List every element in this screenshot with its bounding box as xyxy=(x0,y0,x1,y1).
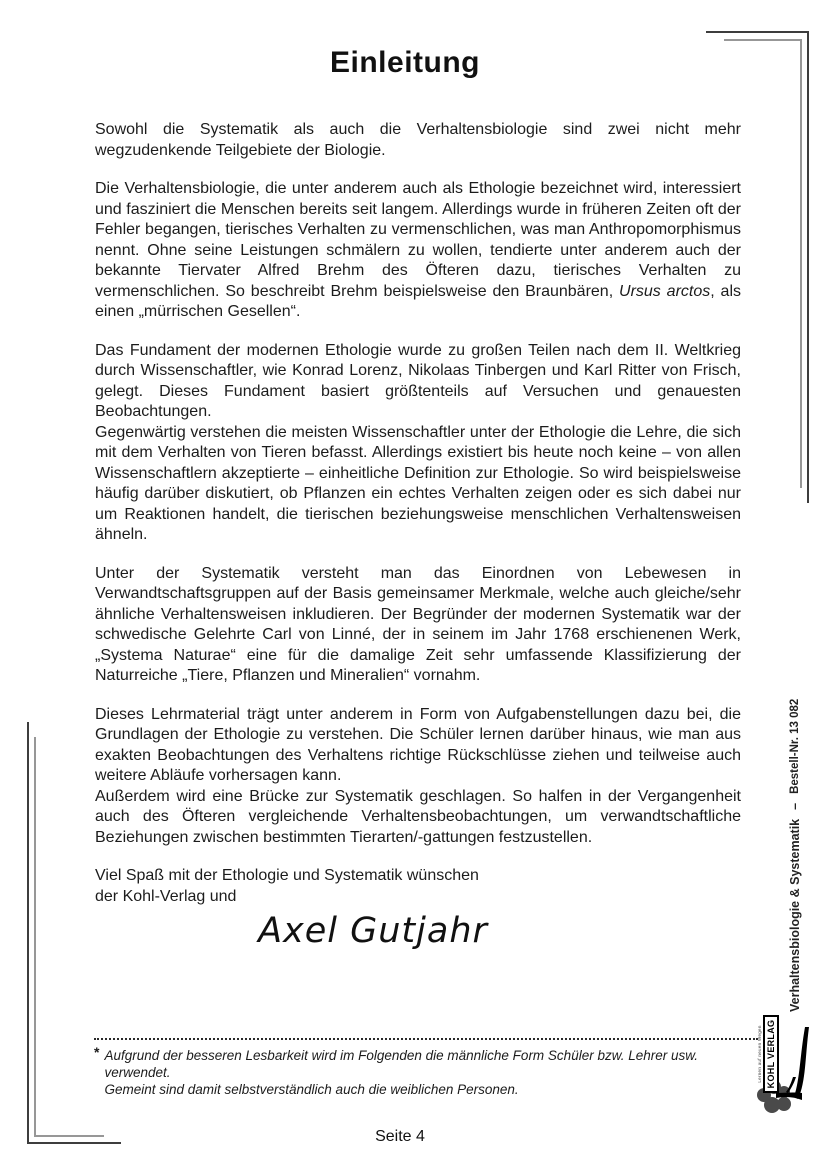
text-segment: Sowohl die Systematik als auch die Verhaltensbiologie sind zwei nicht mehr wegzudenkende Teilgebiete der Biologie. xyxy=(95,121,741,159)
series-title: Verhaltensbiologie & Systematik xyxy=(788,818,802,1012)
publisher-slogan: Lernen auf neuen Wegen xyxy=(757,1025,762,1083)
text-segment: Außerdem wird eine Brücke zur Systematik geschlagen. So halfen in der Vergangenheit auch des Öfteren vergleichende Verhaltensbeobachtungen, um verwandtschaftliche Beziehungen zwischen bestimmten Tierarten/-gattungen festzustellen. xyxy=(95,787,741,846)
paragraphs xyxy=(95,120,741,848)
sidebar-caption xyxy=(787,698,803,1012)
footnote-text xyxy=(104,1047,758,1098)
footnote-marker: * xyxy=(94,1044,100,1060)
closing-line-1: Viel Spaß mit der Ethologie und Systematik wünschen xyxy=(95,867,479,884)
text-segment: Die Verhaltensbiologie, die unter anderem auch als Ethologie bezeichnet wird, interessiert und fasziniert die Menschen bereits seit langem. Allerdings wurde in früheren Zeiten oft der Fehler begangen, tierisches Verhalten zu vermenschlichen, was man Anthropomorphismus nennt. Ohne seine Leistungen schmälern zu wollen, tendierte unter anderem auch der bekannte Tiervater Alfred Brehm des Öfteren dazu, tierisches Verhalten zu vermenschlichen. So beschreibt Brehm beispielsweise den Braunbären, xyxy=(95,180,741,300)
order-number: Bestell-Nr. 13 082 xyxy=(789,698,801,794)
paragraph xyxy=(95,705,741,787)
text-segment: Gegenwärtig verstehen die meisten Wissenschaftler unter der Ethologie die Lehre, die sich mit dem Verhalten von Tieren befasst. Allerdings existiert bis heute noch keine – von allen Wissenschaftlern akzeptierte – einheitliche Definition zur Ethologie. So wird beispielsweise häufig darüber diskutiert, ob Pflanzen ein echtes Verhalten zeigen oder es sich dabei nur um Reaktionen handelt, die tierischen beziehungsweise menschlichen Verhaltensweisen ähneln. xyxy=(95,423,741,543)
page-number: Seite 4 xyxy=(375,1128,425,1145)
species-name: Ursus arctos xyxy=(619,282,711,300)
paragraph xyxy=(95,787,741,849)
text-segment: Dieses Lehrmaterial trägt unter anderem in Form von Aufgabenstellungen dazu bei, die Grundlagen der Ethologie zu verstehen. Die Schüler lernen darüber hinaus, wie man aus exakten Beobachtungen des Verhaltens richtige Rückschlüsse ziehen und teilweise auch weitere Abläufe vorhersagen kann. xyxy=(95,705,741,784)
paragraph xyxy=(95,120,741,161)
footnote-divider xyxy=(94,1038,758,1040)
page-title: Einleitung xyxy=(330,46,480,80)
separator-dash: – xyxy=(788,802,802,810)
publisher-name: KOHL VERLAG xyxy=(763,1015,779,1094)
closing-lines xyxy=(95,866,741,907)
author-signature: Axel Gutjahr xyxy=(258,911,488,951)
text-segment: Das Fundament der modernen Ethologie wurde zu großen Teilen nach dem II. Weltkrieg durch Wissenschaftler, wie Konrad Lorenz, Nikolaas Tinbergen und Karl Ritter von Frisch, gelegt. Dieses Fundament basiert größtenteils auf Versuchen und genauesten Beobachtungen. xyxy=(95,341,741,420)
footnote-line-1: Aufgrund der besseren Lesbarkeit wird im Folgenden die männliche Form Schüler bzw. Lehrer usw. verwendet. xyxy=(104,1048,699,1080)
publisher-label xyxy=(757,1019,779,1089)
paragraph xyxy=(95,423,741,546)
text-segment: , als einen „mürrischen Gesellen“. xyxy=(95,282,741,320)
footnote xyxy=(94,1038,758,1098)
paragraph xyxy=(95,179,741,323)
footnote-line-2: Gemeint sind damit selbstverständlich auch die weiblichen Personen. xyxy=(104,1082,519,1097)
paragraph xyxy=(95,564,741,687)
body-text xyxy=(95,120,741,951)
text-segment: Unter der Systematik versteht man das Einordnen von Lebewesen in Verwandtschaftsgruppen auf der Basis gemeinsamer Merkmale, welche auch gleiche/sehr ähnliche Verhaltensweisen inkludieren. Der Begründer der modernen Systematik war der schwedische Gelehrte Carl von Linné, der in seinem im Jahr 1768 erschienenen Werk, „Systema Naturae“ eine für die damalige Zeit sehr umfassende Klassifizierung der Naturreiche „Tiere, Pflanzen und Mineralien“ vornahm. xyxy=(95,564,741,684)
paragraph xyxy=(95,341,741,423)
publisher-logo xyxy=(750,1019,812,1117)
closing-line-2: der Kohl-Verlag und xyxy=(95,887,237,905)
